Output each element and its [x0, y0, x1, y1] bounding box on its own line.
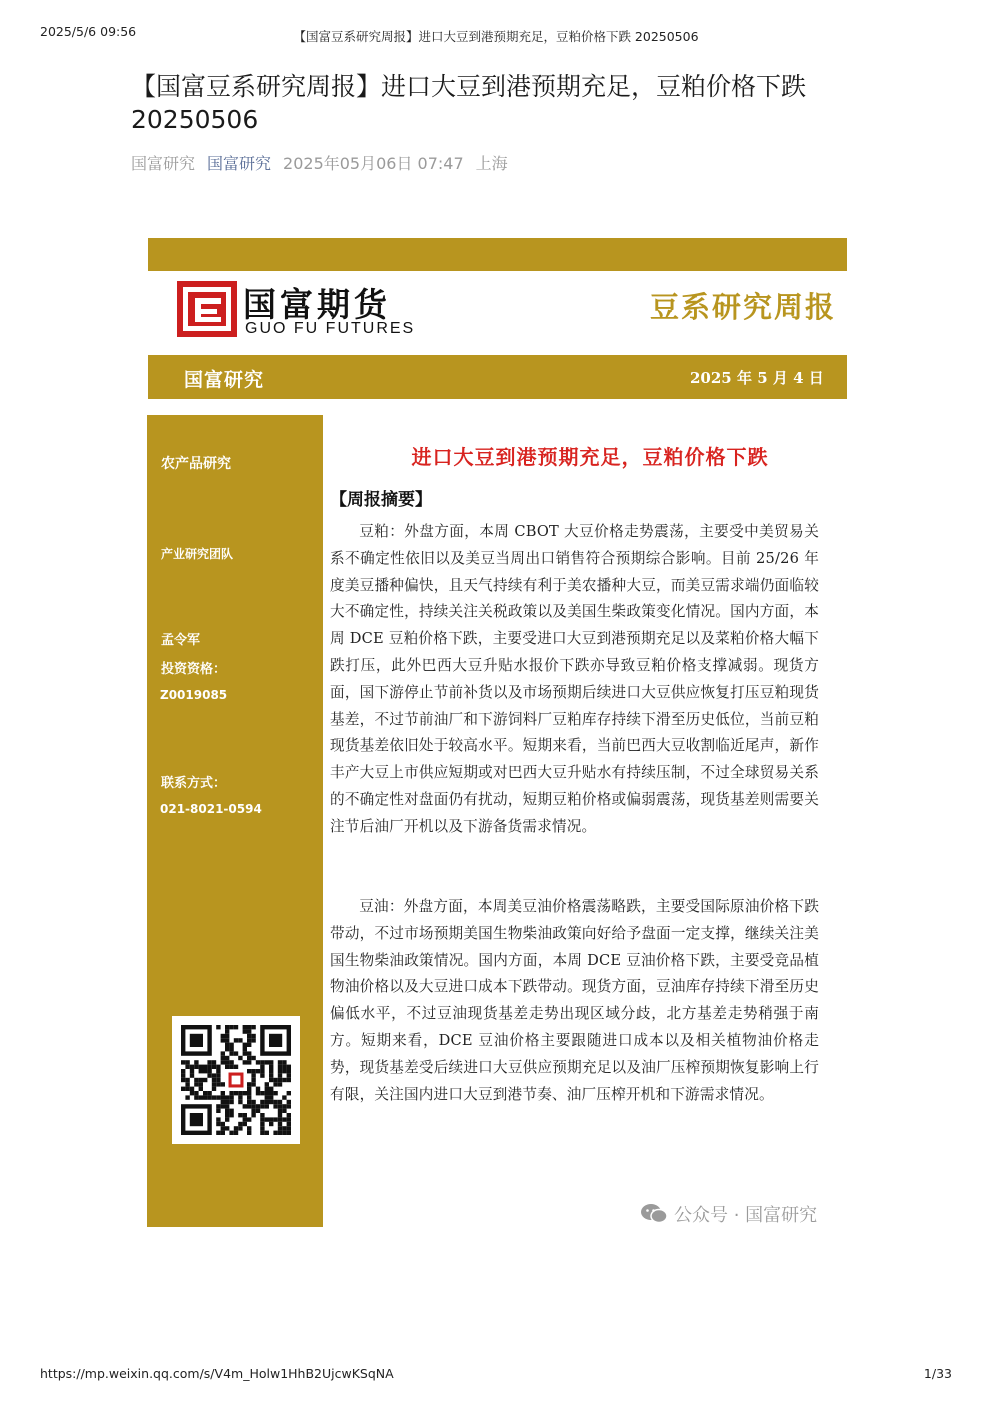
sidebar-contact-label: 联系方式： [161, 776, 227, 791]
report-date: 2025 年 5 月 4 日 [690, 369, 824, 387]
publish-time: 2025年05月06日 07:47 [283, 154, 464, 173]
report-department: 国富研究 [184, 369, 265, 391]
watermark-text: 公众号 · 国富研究 [674, 1205, 818, 1226]
report-series-title: 豆系研究周报 [650, 290, 837, 324]
publish-location: 上海 [475, 154, 508, 173]
sidebar-category: 农产品研究 [161, 456, 231, 472]
print-url: https://mp.weixin.qq.com/s/V4m_Holw1HhB2UjcwKSqNA [40, 1366, 394, 1381]
article-author: 国富研究 [131, 154, 196, 173]
article-meta [131, 151, 508, 174]
account-link[interactable]: 国富研究 [207, 154, 272, 173]
print-page-title: 【国富豆系研究周报】进口大豆到港预期充足，豆粕价格下跌 20250506 [293, 29, 699, 44]
sidebar-license: Z0019085 [160, 688, 228, 702]
report-headline: 进口大豆到港预期充足，豆粕价格下跌 [411, 445, 769, 469]
guofu-logo-icon [177, 281, 237, 337]
article-title: 【国富豆系研究周报】进口大豆到港预期充足，豆粕价格下跌 20250506 [131, 72, 807, 134]
print-datetime: 2025/5/6 09:56 [40, 24, 137, 39]
qr-code-icon [172, 1016, 300, 1144]
sidebar-team: 产业研究团队 [161, 547, 234, 561]
wechat-watermark [640, 1201, 817, 1227]
sidebar-analyst: 孟令军 [161, 633, 201, 648]
logo-chinese-name: 国富期货 [243, 285, 391, 324]
report-top-band [148, 238, 847, 271]
summary-heading: 【周报摘要】 [330, 490, 432, 510]
logo-english-name: GUO FU FUTURES [245, 320, 416, 337]
sidebar-license-label: 投资资格： [161, 662, 227, 677]
summary-paragraph-soymeal: 豆粕：外盘方面，本周 CBOT 大豆价格走势震荡，主要受中美贸易关系不确定性依旧以及美豆当周出口销售符合预期综合影响。目前 25/26 年度美豆播种偏快，且天气持续有利于美农播种大豆，而美豆需求端仍面临较大不确定性，持续关注关税政策以及美国生柴政策变化情况。国内方面，本周 DCE 豆粕价格下跌，主要受进口大豆到港预期充足以及菜粕价格大幅下跌打压，此外巴西大豆升贴水报价下跌亦导致豆粕价格支撑减弱。现货方面，国下游停止节前补货以及市场预期后续进口大豆供应恢复打压豆粕现货基差，不过节前油厂和下游饲料厂豆粕库存持续下滑至历史低位，当前豆粕现货基差依旧处于较高水平。短期来看，当前巴西大豆收割临近尾声，新作丰产大豆上市供应短期或对巴西大豆升贴水有持续压制，不过全球贸易关系的不确定性对盘面仍有扰动，短期豆粕价格或偏弱震荡，现货基差则需要关注节后油厂开机以及下游备货需求情况。 [330, 523, 819, 835]
summary-paragraph-soyoil: 豆油：外盘方面，本周美豆油价格震荡略跌，主要受国际原油价格下跌带动，不过市场预期美国生物柴油政策向好给予盘面一定支撑，继续关注美国生物柴油政策情况。国内方面，本周 DCE 豆油价格下跌，主要受竞品植物油价格以及大豆进口成本下跌带动。现货方面，豆油库存持续下滑至历史偏低水平，不过豆油现货基差走势出现区域分歧，北方基差走势稍强于南方。短期来看，DCE 豆油价格主要跟随进口成本以及相关植物油价格走势，现货基差受后续进口大豆供应预期充足以及油厂压榨预期恢复影响上行有限，关注国内进口大豆到港节奏、油厂压榨开机和下游需求情况。 [330, 898, 819, 1103]
wechat-icon [640, 1203, 668, 1225]
sidebar-phone: 021-8021-0594 [160, 802, 262, 816]
print-page-number: 1/33 [923, 1366, 952, 1381]
